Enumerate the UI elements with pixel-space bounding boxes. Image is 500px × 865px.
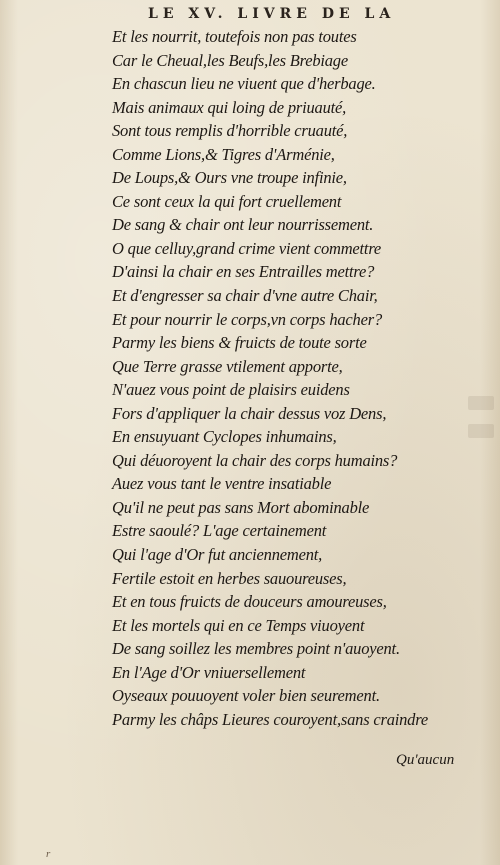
verse-line: Qui déuoroyent la chair des corps humains?	[112, 450, 398, 470]
verse-line: D'ainsi la chair en ses Entrailles mettre?	[112, 262, 375, 282]
verse-line: Et les mortels qui en ce Temps viuoyent	[112, 615, 365, 635]
verse-line: De sang & chair ont leur nourrissement.	[112, 215, 374, 235]
poem-text	[112, 25, 492, 731]
verse-line: Qui l'age d'Or fut anciennement,	[112, 545, 323, 565]
running-header: LE XV. LIVRE DE LA	[148, 6, 396, 22]
verse-line: Auez vous tant le ventre insatiable	[112, 474, 332, 494]
verse-line: Parmy les biens & fruicts de toute sorte	[112, 333, 367, 353]
verse-line: En l'Age d'Or vniuersellement	[112, 662, 306, 682]
verse-line: De Loups,& Ours vne troupe infinie,	[112, 168, 347, 188]
verse-line: Parmy les châps Lieures couroyent,sans craindre	[112, 709, 428, 729]
verse-line: N'auez vous point de plaisirs euidens	[112, 380, 350, 400]
verse-line: Ce sont ceux la qui fort cruellement	[112, 191, 342, 211]
verse-line: Et pour nourrir le corps,vn corps hacher?	[112, 309, 382, 329]
verse-line: Qu'il ne peut pas sans Mort abominable	[112, 497, 370, 517]
verse-line: Comme Lions,& Tigres d'Arménie,	[112, 144, 335, 164]
verse-line: Mais animaux qui loing de priuauté,	[112, 97, 347, 117]
footer-mark: r	[46, 848, 51, 860]
verse-line: Oyseaux pouuoyent voler bien seurement.	[112, 686, 380, 706]
verse-line: Et en tous fruicts de douceurs amoureuses,	[112, 592, 387, 612]
verse-line: Que Terre grasse vtilement apporte,	[112, 356, 343, 376]
catchword: Qu'aucun	[396, 752, 455, 768]
verse-line: Estre saoulé? L'age certainement	[112, 521, 327, 541]
verse-line: Fors d'appliquer la chair dessus voz Dens,	[112, 403, 387, 423]
verse-line: Fertile estoit en herbes sauoureuses,	[112, 568, 347, 588]
verse-line: Et les nourrit, toutefois non pas toutes	[112, 27, 357, 46]
verse-line: De sang soillez les membres point n'auoyent.	[112, 639, 400, 659]
verse-line: Et d'engresser sa chair d'vne autre Chair,	[112, 286, 378, 306]
verse-line: O que celluy,grand crime vient commettre	[112, 238, 382, 258]
verse-line: Sont tous remplis d'horrible cruauté,	[112, 121, 348, 141]
verse-line: En ensuyuant Cyclopes inhumains,	[112, 427, 337, 447]
verse-line: Car le Cheual,les Beufs,les Brebiage	[112, 50, 348, 70]
verse-line: En chascun lieu ne viuent que d'herbage.	[112, 74, 376, 94]
